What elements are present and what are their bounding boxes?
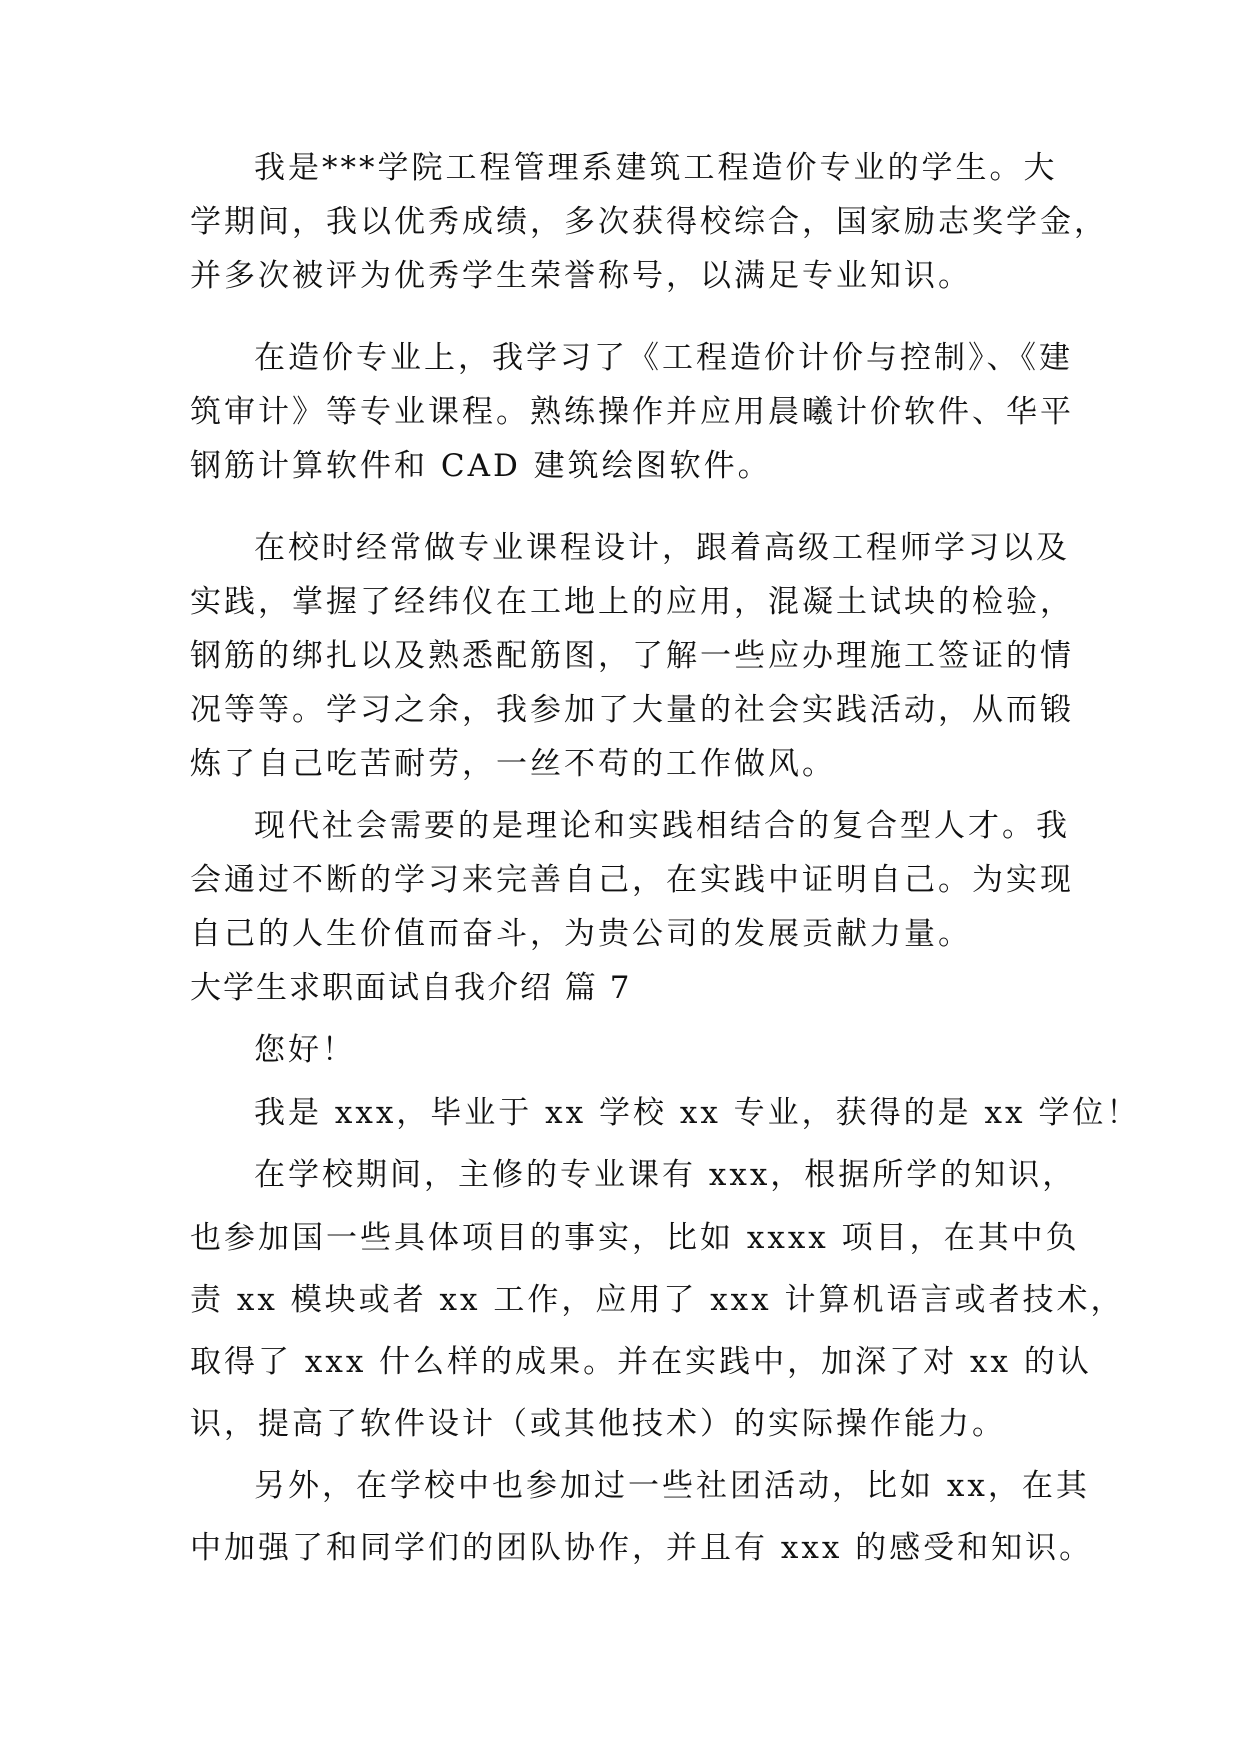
paragraph-line: 识，提高了软件设计（或其他技术）的实际操作能力。 — [190, 1406, 1006, 1442]
paragraph-line: 筑审计》等专业课程。熟练操作并应用晨曦计价软件、华平 — [190, 394, 1074, 430]
paragraph-line: 钢筋的绑扎以及熟悉配筋图，了解一些应办理施工签证的情 — [190, 638, 1074, 674]
paragraph-line: 中加强了和同学们的团队协作，并且有 xxx 的感受和知识。 — [190, 1530, 1094, 1566]
paragraph-line: 实践，掌握了经纬仪在工地上的应用，混凝土试块的检验， — [190, 584, 1074, 620]
paragraph-line: 我是***学院工程管理系建筑工程造价专业的学生。大 — [254, 150, 1058, 186]
section-heading: 大学生求职面试自我介绍 篇 7 — [190, 970, 632, 1006]
paragraph-line: 并多次被评为优秀学生荣誉称号，以满足专业知识。 — [190, 258, 972, 294]
paragraph-line: 现代社会需要的是理论和实践相结合的复合型人才。我 — [254, 808, 1070, 844]
paragraph-line: 学期间，我以优秀成绩，多次获得校综合，国家励志奖学金， — [190, 204, 1108, 240]
greeting-line: 您好！ — [254, 1032, 356, 1068]
paragraph-line: 在校时经常做专业课程设计，跟着高级工程师学习以及 — [254, 530, 1070, 566]
paragraph-line: 会通过不断的学习来完善自己，在实践中证明自己。为实现 — [190, 862, 1074, 898]
paragraph-line: 我是 xxx，毕业于 xx 学校 xx 专业，获得的是 xx 学位！ — [254, 1095, 1141, 1131]
paragraph-line: 况等等。学习之余，我参加了大量的社会实践活动，从而锻 — [190, 692, 1074, 728]
paragraph-line: 另外，在学校中也参加过一些社团活动，比如 xx，在其 — [254, 1468, 1090, 1504]
paragraph-line: 取得了 xxx 什么样的成果。并在实践中，加深了对 xx 的认 — [190, 1344, 1092, 1380]
paragraph-line: 钢筋计算软件和 CAD 建筑绘图软件。 — [190, 448, 772, 484]
paragraph-line: 也参加国一些具体项目的事实，比如 xxxx 项目，在其中负 — [190, 1220, 1080, 1256]
paragraph-line: 自己的人生价值而奋斗，为贵公司的发展贡献力量。 — [190, 916, 972, 952]
paragraph-line: 责 xx 模块或者 xx 工作，应用了 xxx 计算机语言或者技术， — [190, 1282, 1125, 1318]
paragraph-line: 炼了自己吃苦耐劳，一丝不苟的工作做风。 — [190, 746, 836, 782]
paragraph-line: 在造价专业上，我学习了《工程造价计价与控制》、《建 — [254, 340, 1073, 376]
paragraph-line: 在学校期间，主修的专业课有 xxx，根据所学的知识， — [254, 1157, 1077, 1193]
